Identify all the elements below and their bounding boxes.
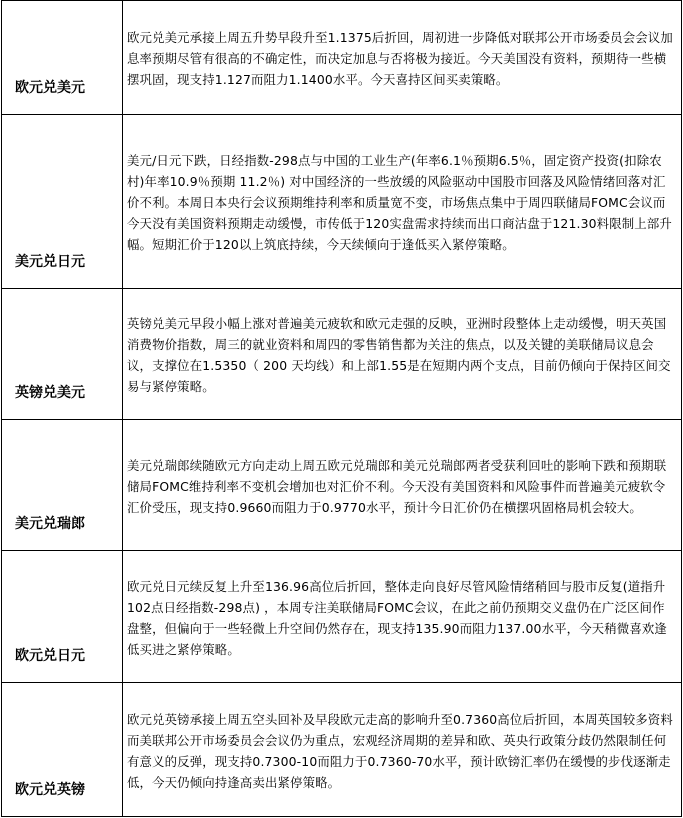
table-row bbox=[2, 683, 682, 817]
currency-pair-label: 美元兑日元 bbox=[2, 115, 123, 289]
currency-pair-label: 美元兑瑞郎 bbox=[2, 420, 123, 551]
table-row bbox=[2, 551, 682, 683]
table-row bbox=[2, 420, 682, 551]
market-commentary: 欧元兑日元续反复上升至136.96高位后折回，整体走向良好尽管风险情绪稍回与股市反复(道指升102点日经指数-298点) ，本周专注美联储局FOMC会议，在此之前仍预期交义盘仍在广泛区间作盘整，但偏向于一些轻微上升空间仍然存在，现支持135.90而阻力137.00水平，今天稍微喜欢逢低买进之紧停策略。 bbox=[123, 551, 682, 683]
currency-pair-label: 欧元兑美元 bbox=[2, 1, 123, 115]
market-commentary: 美元/日元下跌，日经指数-298点与中国的工业生产(年率6.1％预期6.5％，固定资产投资(扣除农村)年率10.9％预期 11.2％) 对中国经济的一些放缓的风险驱动中国股市回落及风险情绪回落对汇价不利。本周日本央行会议预期维持利率和质量宽不变，市场焦点集中于周四联储局FOMC会议而今天没有美国资料预期走动缓慢，市传低于120实盘需求持续而出口商沽盘于121.30料限制上部升幅。短期汇价于120以上筑底持续，今天续倾向于逢低买入紧停策略。 bbox=[123, 115, 682, 289]
currency-pair-label: 欧元兑英镑 bbox=[2, 683, 123, 817]
fx-commentary-table bbox=[1, 0, 682, 817]
table-row bbox=[2, 115, 682, 289]
market-commentary: 欧元兑英镑承接上周五空头回补及早段欧元走高的影响升至0.7360高位后折回，本周英国较多资料而美联邦公开市场委员会会议仍为重点，宏观经济周期的差异和欧、英央行政策分歧仍然限制任何有意义的反弹，现支持0.7300-10而阻力于0.7360-70水平，预计欧镑汇率仍在缓慢的步伐逐渐走低，今天仍倾向持逢高卖出紧停策略。 bbox=[123, 683, 682, 817]
market-commentary: 欧元兑美元承接上周五升势早段升至1.1375后折回，周初进一步降低对联邦公开市场委员会会议加息率预期尽管有很高的不确定性，而决定加息与否将极为接近。今天美国没有资料，预期待一些横摆巩固，现支持1.127而阻力1.1400水平。今天喜持区间买卖策略。 bbox=[123, 1, 682, 115]
currency-pair-label: 英镑兑美元 bbox=[2, 289, 123, 420]
table-row bbox=[2, 289, 682, 420]
market-commentary: 美元兑瑞郎续随欧元方向走动上周五欧元兑瑞郎和美元兑瑞郎两者受获利回吐的影响下跌和预期联储局FOMC维持利率不变机会增加也对汇价不利。今天没有美国资料和风险事件而普遍美元疲软令汇价受压，现支持0.9660而阻力于0.9770水平，预计今日汇价仍在横摆巩固格局机会较大。 bbox=[123, 420, 682, 551]
currency-pair-label: 欧元兑日元 bbox=[2, 551, 123, 683]
table-row bbox=[2, 1, 682, 115]
market-commentary: 英镑兑美元早段小幅上涨对普遍美元疲软和欧元走强的反映，亚洲时段整体上走动缓慢，明天英国消费物价指数，周三的就业资料和周四的零售销售都为关注的焦点，以及关键的美联储局议息会议，支撑位在1.5350（ 200 天均线）和上部1.55是在短期内两个支点，目前仍倾向于保持区间交易与紧停策略。 bbox=[123, 289, 682, 420]
